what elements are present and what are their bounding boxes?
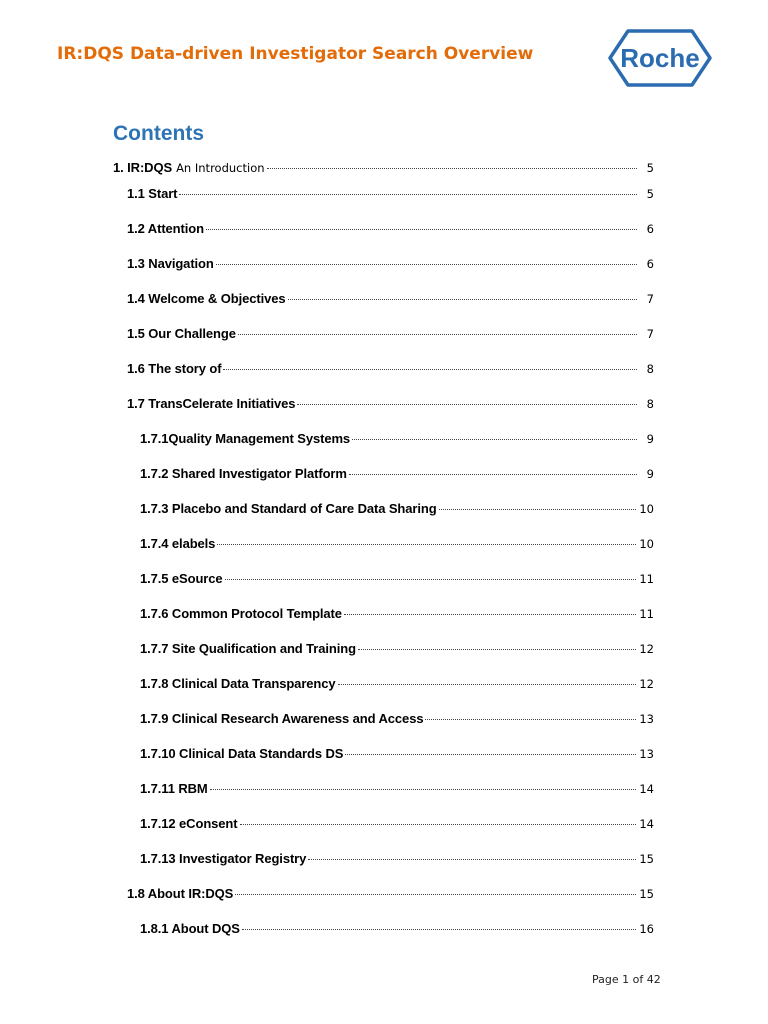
toc-entry-label: 1.7.5 eSource bbox=[140, 571, 223, 586]
toc-entry-label: 1.8 About IR:DQS bbox=[127, 886, 234, 901]
toc-dot-leader bbox=[216, 263, 637, 265]
toc-entry-page: 10 bbox=[639, 502, 654, 516]
toc-entry[interactable] bbox=[140, 676, 654, 692]
toc-dot-leader bbox=[349, 473, 637, 475]
toc-entry[interactable] bbox=[140, 431, 654, 447]
toc-entry-page: 11 bbox=[639, 607, 654, 621]
toc-dot-leader bbox=[439, 508, 637, 510]
contents-heading: Contents bbox=[113, 122, 204, 145]
toc-entry-page: 16 bbox=[639, 922, 654, 936]
toc-entry-page: 8 bbox=[646, 362, 654, 376]
toc-entry[interactable] bbox=[127, 326, 654, 342]
toc-entry[interactable] bbox=[140, 501, 654, 517]
toc-entry-label: 1.7.7 Site Qualification and Training bbox=[140, 641, 356, 656]
toc-entry[interactable] bbox=[127, 186, 654, 202]
toc-entry-label: 1.7.2 Shared Investigator Platform bbox=[140, 466, 347, 481]
toc-entry-label: 1.1 Start bbox=[127, 186, 178, 201]
toc-entry-label: 1.5 Our Challenge bbox=[127, 326, 236, 341]
toc-dot-leader bbox=[297, 403, 637, 405]
toc-entry-label: 1.4 Welcome & Objectives bbox=[127, 291, 286, 306]
toc-entry-page: 9 bbox=[646, 467, 654, 481]
toc-entry-label: 1.7.9 Clinical Research Awareness and Access bbox=[140, 711, 424, 726]
toc-dot-leader bbox=[242, 928, 636, 930]
toc-entry[interactable] bbox=[127, 291, 654, 307]
toc-entry[interactable] bbox=[140, 816, 654, 832]
toc-entry-label: 1.7.10 Clinical Data Standards DS bbox=[140, 746, 344, 761]
toc-entry[interactable] bbox=[127, 396, 654, 412]
toc-entry-page: 14 bbox=[639, 817, 654, 831]
page-number: Page 1 of 42 bbox=[592, 973, 661, 986]
toc-entry[interactable] bbox=[140, 851, 654, 867]
toc-entry-page: 14 bbox=[639, 782, 654, 796]
toc-entry-page: 6 bbox=[646, 222, 654, 236]
toc-dot-leader bbox=[352, 438, 637, 440]
toc-entry[interactable] bbox=[140, 641, 654, 657]
toc-entry[interactable] bbox=[140, 781, 654, 797]
toc-dot-leader bbox=[223, 368, 637, 370]
toc-entry[interactable] bbox=[140, 711, 654, 727]
toc-dot-leader bbox=[217, 543, 636, 545]
roche-logo-text: Roche bbox=[620, 43, 700, 73]
toc-dot-leader bbox=[338, 683, 637, 685]
toc-entry-label: 1.8.1 About DQS bbox=[140, 921, 240, 936]
toc-entry[interactable] bbox=[140, 466, 654, 482]
toc-entry-label: 1.7.13 Investigator Registry bbox=[140, 851, 307, 866]
toc-entry-subtitle: An Introduction bbox=[176, 161, 265, 175]
toc-entry-page: 10 bbox=[639, 537, 654, 551]
toc-entry[interactable] bbox=[140, 606, 654, 622]
toc-entry-page: 13 bbox=[639, 712, 654, 726]
toc-entry-page: 5 bbox=[646, 161, 654, 175]
toc-entry-page: 7 bbox=[646, 327, 654, 341]
toc-entry-label: 1. IR:DQS bbox=[113, 160, 173, 175]
toc-entry-page: 11 bbox=[639, 572, 654, 586]
toc-entry-page: 9 bbox=[646, 432, 654, 446]
toc-entry[interactable] bbox=[140, 746, 654, 762]
toc-entry-label: 1.7.3 Placebo and Standard of Care Data Sharing bbox=[140, 501, 437, 516]
toc-entry[interactable] bbox=[127, 886, 654, 902]
toc-entry-label: 1.7.6 Common Protocol Template bbox=[140, 606, 342, 621]
toc-dot-leader bbox=[206, 228, 637, 230]
toc-entry-label: 1.7.1Quality Management Systems bbox=[140, 431, 351, 446]
toc-dot-leader bbox=[238, 333, 637, 335]
toc-dot-leader bbox=[344, 613, 636, 615]
toc-dot-leader bbox=[235, 893, 636, 895]
toc-dot-leader bbox=[225, 578, 637, 580]
toc-entry-page: 13 bbox=[639, 747, 654, 761]
toc-dot-leader bbox=[345, 753, 636, 755]
toc-dot-leader bbox=[308, 858, 636, 860]
toc-entry[interactable] bbox=[140, 921, 654, 937]
toc-dot-leader bbox=[267, 167, 637, 169]
toc-dot-leader bbox=[210, 788, 637, 790]
roche-logo bbox=[608, 29, 712, 87]
toc-entry-label: 1.7.4 elabels bbox=[140, 536, 216, 551]
document-header-title: IR:DQS Data-driven Investigator Search Overview bbox=[57, 44, 534, 64]
toc-entry-label: 1.2 Attention bbox=[127, 221, 204, 236]
toc-entry-page: 7 bbox=[646, 292, 654, 306]
toc-entry-label: 1.7.11 RBM bbox=[140, 781, 208, 796]
toc-dot-leader bbox=[179, 193, 637, 195]
toc-entry[interactable] bbox=[127, 256, 654, 272]
toc-dot-leader bbox=[358, 648, 636, 650]
toc-entry-page: 6 bbox=[646, 257, 654, 271]
toc-entry-page: 12 bbox=[639, 642, 654, 656]
toc-entry-page: 5 bbox=[646, 187, 654, 201]
toc-entry-label: 1.7 TransCelerate Initiatives bbox=[127, 396, 296, 411]
toc-dot-leader bbox=[240, 823, 637, 825]
toc-entry[interactable] bbox=[127, 361, 654, 377]
toc-entry-label: 1.7.8 Clinical Data Transparency bbox=[140, 676, 336, 691]
toc-entry[interactable] bbox=[113, 160, 654, 176]
toc-entry[interactable] bbox=[140, 536, 654, 552]
toc-dot-leader bbox=[288, 298, 638, 300]
toc-entry-label: 1.6 The story of bbox=[127, 361, 222, 376]
toc-entry-page: 8 bbox=[646, 397, 654, 411]
toc-entry-page: 12 bbox=[639, 677, 654, 691]
toc-entry-label: 1.7.12 eConsent bbox=[140, 816, 238, 831]
toc-entry[interactable] bbox=[140, 571, 654, 587]
toc-entry-label: 1.3 Navigation bbox=[127, 256, 214, 271]
toc-entry[interactable] bbox=[127, 221, 654, 237]
toc-entry-page: 15 bbox=[639, 887, 654, 901]
toc-entry-page: 15 bbox=[639, 852, 654, 866]
toc-dot-leader bbox=[425, 718, 636, 720]
